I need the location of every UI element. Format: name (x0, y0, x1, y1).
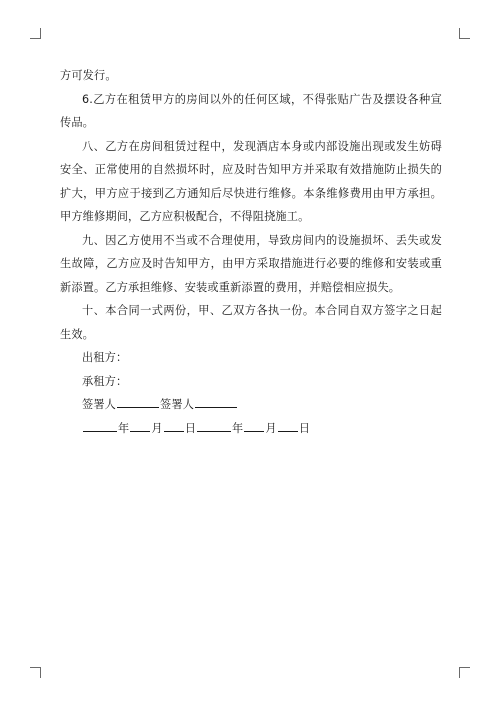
lessor-line: 出租方： (82, 351, 128, 364)
day-blank-2 (278, 419, 298, 432)
month-label-1: 月 (151, 421, 163, 435)
document-body (60, 64, 442, 440)
paragraph-clause-8: 八、乙方在房间租赁过程中，发现酒店本身或内部设施出现或发生妨碍安全、正常使用的自然损坏时，应及时告知甲方并采取有效措施防止损失的扩大，甲方应于接到乙方通知后尽快进行维修。本条维修费用由甲方承担。甲方维修期间，乙方应积极配合，不得阻挠施工。 (60, 139, 442, 223)
signatory-label-1: 签署人 (82, 398, 117, 411)
year-blank-1 (83, 419, 117, 432)
signatory-blank-2 (195, 395, 237, 408)
month-blank-2 (244, 419, 264, 432)
lessee-line: 承租方： (82, 374, 128, 388)
year-label-1: 年 (118, 421, 130, 435)
day-label-1: 日 (184, 421, 197, 435)
crop-mark-top-left (30, 28, 41, 39)
month-blank-1 (130, 419, 150, 432)
day-label-2: 日 (298, 421, 311, 435)
paragraph-clause-10: 十、本合同一式两份，甲、乙双方各执一份。本合同自双方签字之日起生效。 (60, 304, 442, 341)
paragraph-continuation: 方可发行。 (60, 69, 117, 82)
crop-mark-bottom-right (459, 667, 470, 678)
paragraph-clause-6: 6.乙方在租赁甲方的房间以外的任何区域，不得张贴广告及摆设各种宣传品。 (60, 92, 442, 129)
year-label-2: 年 (232, 421, 244, 435)
signatory-blank-1 (117, 395, 159, 408)
signatory-line (60, 393, 442, 417)
signatory-label-2: 签署人 (160, 398, 195, 411)
year-blank-2 (197, 419, 231, 432)
paragraph-clause-9: 九、因乙方使用不当或不合理使用，导致房间内的设施损坏、丢失或发生故障，乙方应及时告知甲方，由甲方采取措施进行必要的维修和安装或重新添置。乙方承担维修、安装或重新添置的费用，并赔偿相应损失。 (60, 233, 442, 294)
month-label-2: 月 (265, 421, 277, 435)
date-line (60, 417, 442, 441)
crop-mark-top-right (459, 28, 470, 39)
day-blank-1 (164, 419, 184, 432)
crop-mark-bottom-left (30, 667, 41, 678)
